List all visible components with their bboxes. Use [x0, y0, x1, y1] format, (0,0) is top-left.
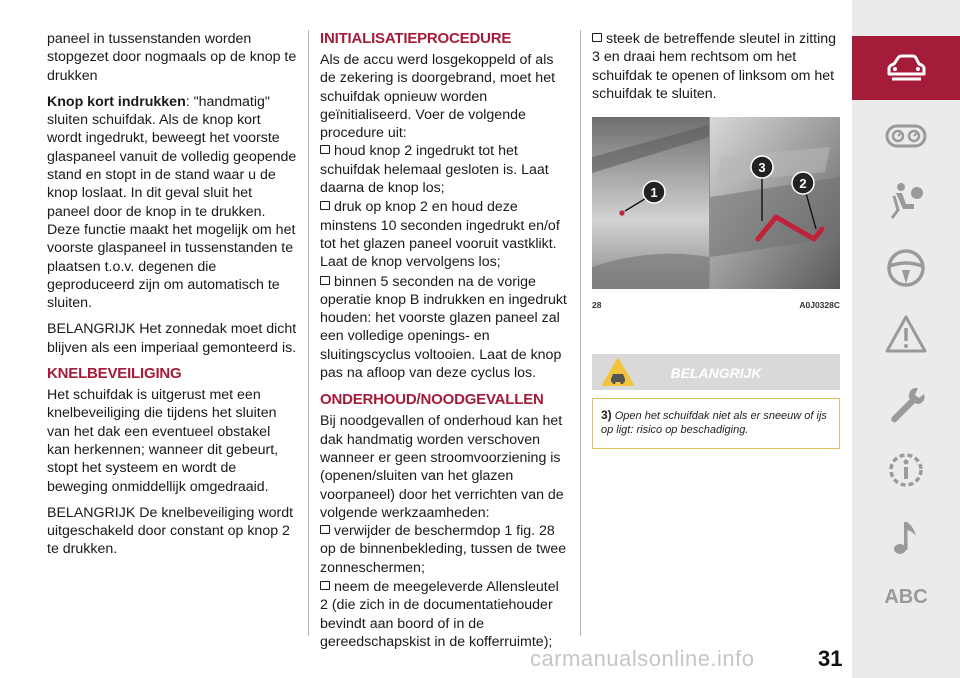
paragraph: paneel in tussenstanden worden stopgezet door nogmaals op de knop te drukken [47, 31, 297, 84]
seat-airbag-icon[interactable] [884, 180, 928, 220]
steering-wheel-icon[interactable] [884, 248, 928, 288]
list-item: houd knop 2 ingedrukt tot het schuifdak helemaal gesloten is. Laat daarna de knop los; [320, 143, 549, 197]
checkbox-bullet-icon [320, 145, 330, 154]
list-item: neem de meegeleverde Allensleutel 2 (die zich in de documentatiehouder bevindt aan boord of in de gereedschapskist in de kofferruimte); [320, 579, 559, 650]
list-item: verwijder de beschermdop 1 fig. 28 op de binnenbekleding, tussen de twee zonneschermen; [320, 523, 567, 576]
wrench-icon[interactable] [884, 384, 928, 424]
step-list [592, 30, 842, 103]
warning-title: BELANGRIJK [670, 365, 762, 382]
paragraph-text: : "handmatig" sluiten schuifdak. Als de knop kort wordt ingedrukt, beweegt het voorste glaspaneel vanuit de volledig geopende stand en stopt in de stand waar u de knop loslaat. In dit geval sluit het paneel door de knop in te drukken. Deze functie maakt het mogelijk om het voorste glaspaneel in tussenstanden te plaatsen t.o.v. degenen die geproduceerd zijn om automatisch te sluiten. [47, 93, 297, 312]
warning-box [592, 398, 840, 449]
paragraph [47, 93, 297, 313]
warning-triangle-icon[interactable] [884, 314, 928, 354]
column-3 [592, 30, 842, 449]
checkbox-bullet-icon [320, 525, 330, 534]
dashboard-gauges-icon[interactable] [884, 116, 928, 156]
paragraph: Het schuifdak is uitgerust met een knelbeveiliging die tijdens het sluiten van het dak een eventueel obstakel kan herkennen; wanneer dit gebeurt, stopt het systeem en wordt de beweging onmiddellijk omgedraaid. [47, 387, 279, 495]
warning-header [592, 354, 840, 390]
watermark: carmanualsonline.info [530, 646, 755, 671]
list-item: steek de betreffende sleutel in zitting 3 en draai hem rechtsom om het schuifdak te openen of linksom om het schuifdak te sluiten. [592, 31, 837, 102]
chapter-sidebar [852, 0, 960, 678]
step-list [320, 142, 570, 382]
section-heading: ONDERHOUD/NOODGEVALLEN [320, 391, 544, 409]
roof-mechanism-photo [710, 117, 840, 289]
checkbox-bullet-icon [320, 276, 330, 285]
column-2 [320, 30, 570, 652]
roof-lining-photo [592, 117, 709, 289]
music-note-icon[interactable] [884, 518, 928, 558]
paragraph: Als de accu werd losgekoppeld of als de zekering is doorgebrand, moet het schuifdak opnieuw worden geïnitialiseerd. Voer de volgende procedure uit: [320, 52, 556, 142]
warning-text: Open het schuifdak niet als er sneeuw of ijs op ligt: risico op beschadiging. [601, 410, 827, 437]
figure-callout: 2 [799, 176, 807, 192]
column-divider [308, 30, 309, 636]
figure-number: 28 [592, 300, 602, 311]
checkbox-bullet-icon [320, 201, 330, 210]
paragraph: BELANGRIJK De knelbeveiliging wordt uitgeschakeld door constant op knop 2 te drukken. [47, 504, 294, 558]
service-info-icon[interactable] [884, 450, 928, 490]
list-item: binnen 5 seconden na de vorige operatie knop B indrukken en ingedrukt houden: het voorste glazen paneel zal een volledige openings- en sluitingscyclus voltooien. Laat de knop pas na afloop van deze cyclus los. [320, 273, 567, 382]
paragraph: BELANGRIJK Het zonnedak moet dicht blijven als een imperiaal gemonteerd is. [47, 321, 297, 356]
section-heading: KNELBEVEILIGING [47, 365, 182, 383]
paragraph: Bij noodgevallen of onderhoud kan het dak handmatig worden verschoven wanneer er geen stroomvoorziening is (openen/sluiten van het glazen voorpaneel) door het verrichten van de volgende werkzaamheden: [320, 413, 564, 521]
figure-caption [592, 296, 840, 314]
page-number: 31 [818, 646, 843, 671]
checkbox-bullet-icon [592, 33, 602, 42]
car-icon[interactable] [884, 48, 928, 88]
figure-28 [592, 117, 840, 289]
bold-term: Knop kort indrukken [47, 93, 186, 110]
list-item: druk op knop 2 en houd deze minstens 10 seconden ingedrukt en/of tot het glazen paneel vooruit vastklikt. Laat de knop vervolgens los; [320, 199, 560, 271]
column-divider [580, 30, 581, 636]
warning-ref: 3) [601, 408, 612, 423]
step-list [320, 522, 570, 651]
figure-callout: 1 [650, 185, 658, 201]
figure-code: A0J0328C [799, 300, 840, 311]
checkbox-bullet-icon [320, 581, 330, 590]
sidebar-item-abc[interactable]: ABC [884, 586, 928, 608]
column-1 [47, 30, 297, 567]
section-heading: INITIALISATIEPROCEDURE [320, 30, 512, 47]
figure-callout: 3 [758, 160, 766, 176]
